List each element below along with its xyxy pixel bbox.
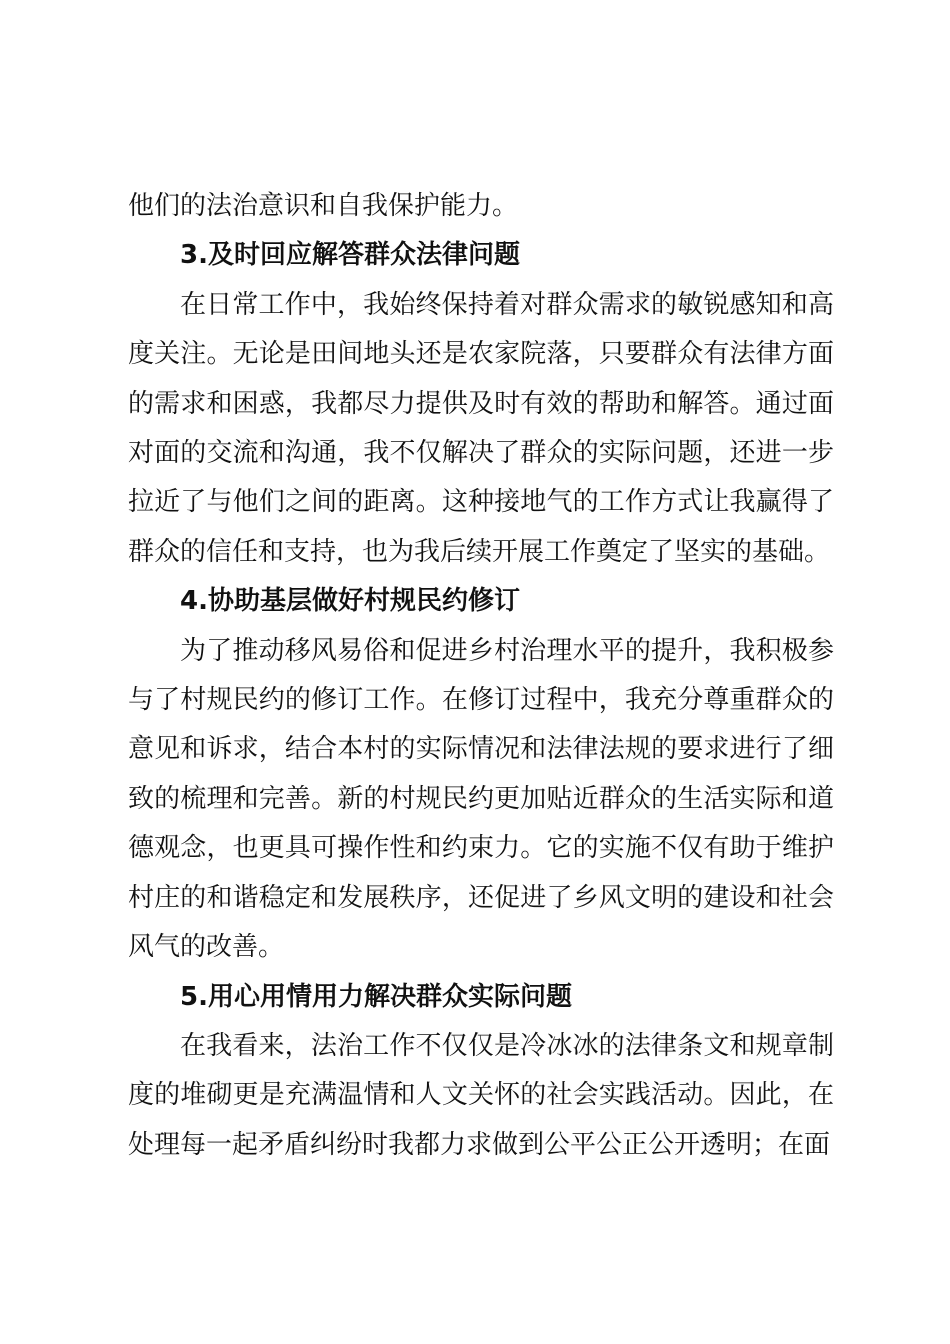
section-heading-5: 5.用心用情用力解决群众实际问题 (180, 981, 572, 1012)
paragraph-continuation: 他们的法治意识和自我保护能力。 (128, 191, 519, 221)
section-heading-3: 3.及时回应解答群众法律问题 (180, 240, 520, 271)
paragraph-section-5: 在我看来，法治工作不仅仅是冷冰冰的法律条文和规章制度的堆砌更是充满温情和人文关怀的社会实践活动。因此，在处理每一起矛盾纠纷时我都力求做到公平公正公开透明；在面 (128, 1030, 834, 1160)
document-body (128, 182, 834, 1170)
section-heading-4: 4.协助基层做好村规民约修订 (180, 586, 520, 617)
paragraph-section-3: 在日常工作中，我始终保持着对群众需求的敏锐感知和高度关注。无论是田间地头还是农家院落，只要群众有法律方面的需求和困惑，我都尽力提供及时有效的帮助和解答。通过面对面的交流和沟通，我不仅解决了群众的实际问题，还进一步拉近了与他们之间的距离。这种接地气的工作方式让我赢得了群众的信任和支持，也为我后续开展工作奠定了坚实的基础。 (128, 289, 834, 567)
paragraph-section-4: 为了推动移风易俗和促进乡村治理水平的提升，我积极参与了村规民约的修订工作。在修订过程中，我充分尊重群众的意见和诉求，结合本村的实际情况和法律法规的要求进行了细致的梳理和完善。新的村规民约更加贴近群众的生活实际和道德观念，也更具可操作性和约束力。它的实施不仅有助于维护村庄的和谐稳定和发展秩序，还促进了乡风文明的建设和社会风气的改善。 (128, 635, 834, 963)
